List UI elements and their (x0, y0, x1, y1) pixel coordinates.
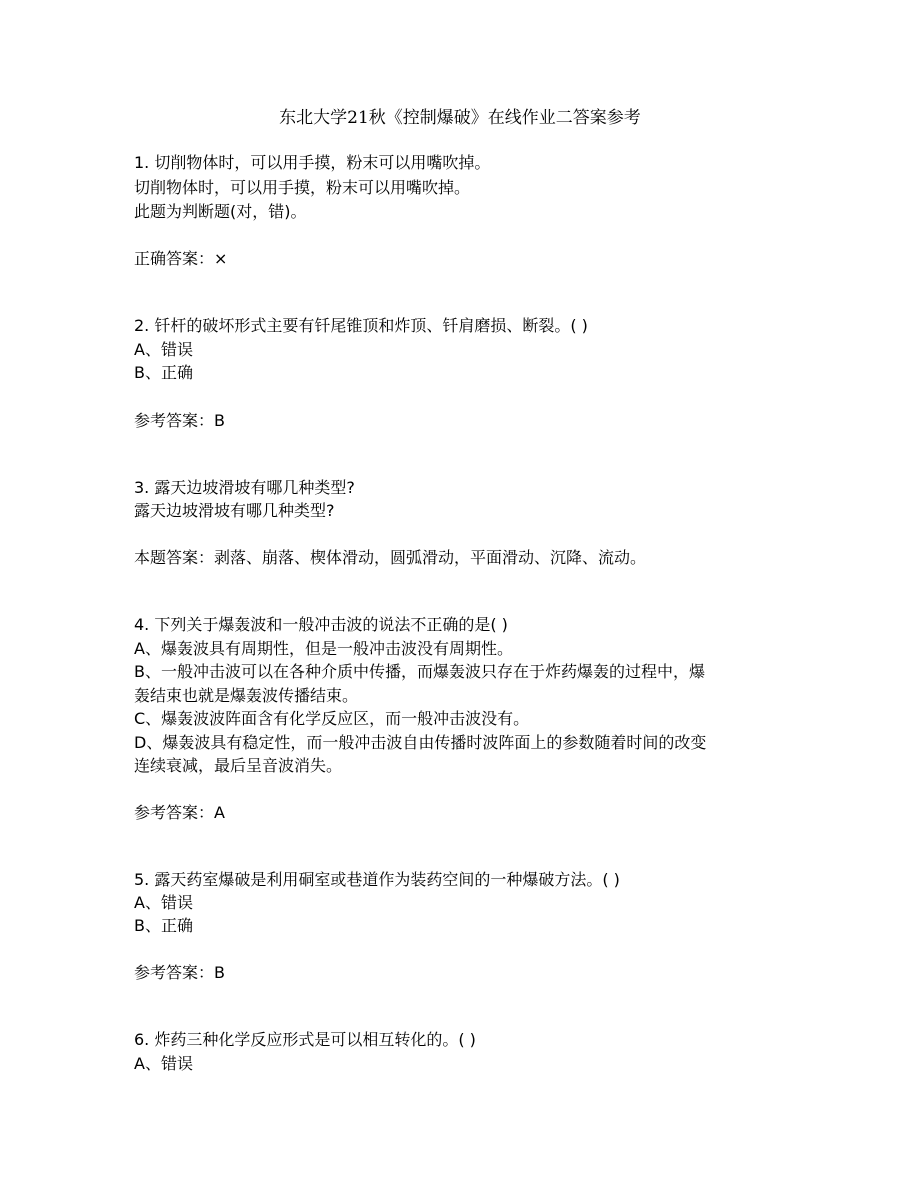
question-5-option-b: B、正确 (134, 916, 193, 935)
question-2-stem: 2. 钎杆的破坏形式主要有钎尾锥顶和炸顶、钎肩磨损、断裂。( ) (134, 316, 588, 335)
question-1-stem: 1. 切削物体时，可以用手摸，粉末可以用嘴吹掉。 (134, 153, 491, 172)
question-4-option-d: D、爆轰波具有稳定性，而一般冲击波自由传播时波阵面上的参数随着时间的改变 (134, 733, 707, 752)
question-3-answer: 本题答案：剥落、崩落、楔体滑动，圆弧滑动，平面滑动、沉降、流动。 (134, 548, 647, 567)
question-6-option-a: A、错误 (134, 1054, 193, 1073)
question-1-note: 此题为判断题(对，错)。 (134, 202, 307, 221)
question-1-answer: 正确答案：× (134, 249, 228, 268)
question-2-option-a: A、错误 (134, 340, 193, 359)
question-4-option-d-cont: 连续衰减，最后呈音波消失。 (134, 756, 343, 775)
question-3-stem: 3. 露天边坡滑坡有哪几种类型? (134, 478, 355, 497)
question-6-stem: 6. 炸药三种化学反应形式是可以相互转化的。( ) (134, 1030, 476, 1049)
question-5-option-a: A、错误 (134, 893, 193, 912)
question-4-answer: 参考答案：A (134, 803, 225, 822)
question-4-option-c: C、爆轰波波阵面含有化学反应区，而一般冲击波没有。 (134, 709, 530, 728)
question-2-answer: 参考答案：B (134, 411, 225, 430)
question-4-stem: 4. 下列关于爆轰波和一般冲击波的说法不正确的是( ) (134, 615, 508, 634)
document-title: 东北大学21秋《控制爆破》在线作业二答案参考 (279, 108, 641, 128)
question-3-detail: 露天边坡滑坡有哪几种类型? (134, 501, 335, 520)
question-4-option-b-cont: 轰结束也就是爆轰波传播结束。 (134, 686, 359, 705)
question-4-option-b: B、一般冲击波可以在各种介质中传播，而爆轰波只存在于炸药爆轰的过程中，爆 (134, 662, 705, 681)
question-5-stem: 5. 露天药室爆破是利用硐室或巷道作为装药空间的一种爆破方法。( ) (134, 870, 620, 889)
question-2-option-b: B、正确 (134, 363, 193, 382)
question-1-detail: 切削物体时，可以用手摸，粉末可以用嘴吹掉。 (134, 178, 471, 197)
question-4-option-a: A、爆轰波具有周期性，但是一般冲击波没有周期性。 (134, 639, 513, 658)
question-5-answer: 参考答案：B (134, 963, 225, 982)
